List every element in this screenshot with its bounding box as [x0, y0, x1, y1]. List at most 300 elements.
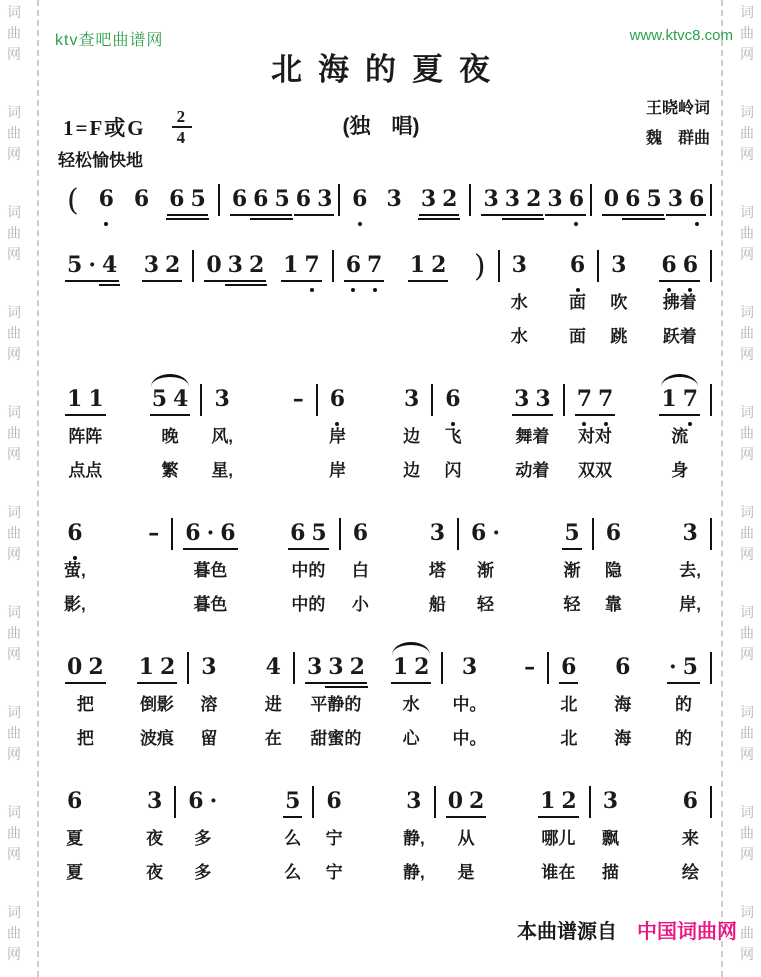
note-cell [574, 378, 617, 416]
note-cell [480, 178, 544, 216]
note-cell [64, 780, 85, 818]
lyric-syllable: 的 [674, 695, 692, 714]
note-token: 0 3 2 [203, 252, 267, 282]
watermark-char: 词 [740, 204, 754, 220]
note-cell [407, 244, 450, 282]
note-token: · 5 [666, 654, 701, 684]
note-token: 3 [406, 788, 422, 814]
lyric-syllable: 么 [284, 829, 302, 848]
watermark-char: 词 [7, 104, 21, 120]
note-cell [323, 780, 344, 818]
tempo-marking: 轻松愉快地 [58, 151, 143, 170]
note-token: – [292, 386, 304, 412]
lyric-syllable: 跃着 [662, 327, 697, 346]
note-token: 6 [558, 654, 579, 684]
note-token: 6 [327, 386, 348, 416]
lyric-syllable: 面 [569, 293, 587, 312]
watermark-group [4, 602, 24, 702]
lyric-syllable: 来 [681, 829, 699, 848]
note-cell [141, 244, 184, 282]
watermark-char: 词 [740, 504, 754, 520]
lyric-syllable: 绘 [681, 863, 699, 882]
watermark-char: 词 [740, 4, 754, 20]
note-cell [561, 512, 582, 550]
watermark-char: 词 [740, 104, 754, 120]
barline [710, 518, 712, 550]
note-cell [182, 512, 238, 550]
note-cell [390, 646, 433, 684]
lyric-syllable: 渐 [477, 561, 495, 580]
music-system [55, 512, 712, 618]
note-cell [287, 512, 330, 550]
lyric-syllable: 飞 [444, 427, 462, 446]
note-token: 0 6 5 [601, 186, 665, 216]
note-token: 6 [133, 186, 150, 212]
watermark-char: 曲 [740, 325, 754, 341]
note-cell [401, 378, 422, 416]
lyric-syllable: 中。 [452, 729, 487, 748]
note-cell [304, 646, 368, 684]
lyric-syllable: 静, [402, 829, 425, 848]
measure [314, 780, 433, 886]
measure [591, 780, 710, 886]
note-token: 3 [682, 520, 698, 546]
lyric-syllable: 多 [194, 829, 212, 848]
note-token: 6 6 5 [229, 186, 293, 216]
lyric-syllable: 岸 [328, 427, 346, 446]
lyric-syllable: 留 [200, 729, 218, 748]
lyric-syllable: 中。 [452, 695, 487, 714]
lyric-syllable [521, 721, 538, 752]
watermark-group [737, 602, 757, 702]
note-cell [665, 178, 708, 216]
note-cell [658, 378, 701, 416]
watermark-group [4, 802, 24, 902]
measure [55, 780, 174, 886]
note-cell [166, 178, 209, 216]
watermark-char: 词 [7, 804, 21, 820]
note-cell [666, 646, 701, 684]
note-cell [679, 512, 701, 550]
note-cell [211, 378, 233, 416]
lyric-syllable: 跳 [610, 327, 628, 346]
note-cell [612, 646, 633, 684]
note-cell [468, 512, 503, 550]
lyric-syllable: 面 [569, 327, 587, 346]
watermark-char: 网 [740, 446, 754, 462]
measure [592, 178, 710, 216]
lyric-syllable: 晚 [161, 427, 179, 446]
watermark-char: 词 [7, 604, 21, 620]
subtitle-vocal-type: (独 唱) [342, 115, 420, 138]
measure [55, 244, 192, 282]
lyric-syllable: 从 [457, 829, 475, 848]
lyric-syllable: 平静的 [310, 695, 362, 714]
watermark-char: 曲 [7, 325, 21, 341]
watermark-char: 曲 [7, 125, 21, 141]
note-token: 6 [96, 186, 117, 216]
measure [340, 178, 469, 216]
note-token: 5 [282, 788, 303, 818]
barline [710, 250, 712, 282]
score [55, 178, 712, 914]
watermark-char: 网 [740, 246, 754, 262]
lyric-syllable: 静, [402, 863, 425, 882]
watermark-char: 曲 [7, 825, 21, 841]
lyric-syllable: 闪 [444, 461, 462, 480]
lyric-syllable: 双双 [578, 461, 612, 480]
watermark-group [737, 2, 757, 102]
lyric-syllable: 甜蜜的 [310, 729, 362, 748]
watermark-char: 曲 [740, 125, 754, 141]
watermark-char: 网 [740, 146, 754, 162]
note-token: 3 [403, 386, 420, 412]
watermark-group [4, 202, 24, 302]
watermark-char: 曲 [740, 725, 754, 741]
watermark-char: 网 [7, 46, 21, 62]
watermark-group [737, 502, 757, 602]
watermark-char: 曲 [7, 525, 21, 541]
music-system [55, 646, 712, 752]
lyric-syllable: 阵阵 [68, 427, 103, 446]
watermark-char: 曲 [740, 925, 754, 941]
note-token: 6 · [471, 520, 501, 546]
note-cell [350, 512, 371, 550]
note-token: 1 2 [390, 654, 433, 684]
watermark-char: 词 [7, 304, 21, 320]
watermark-char: 曲 [7, 425, 21, 441]
lyric-syllable: 宁 [325, 863, 343, 882]
lyric-syllable: 么 [284, 863, 302, 882]
lyric-syllable: 是 [457, 863, 475, 882]
measure [176, 780, 312, 886]
lyric-syllable: 水 [510, 327, 528, 346]
note-cell [280, 244, 323, 282]
note-token: 7 7 [574, 386, 617, 416]
note-cell [349, 178, 370, 216]
lyric-syllable: 海 [614, 695, 632, 714]
measure [436, 780, 589, 886]
note-token: 3 [386, 186, 402, 212]
watermark-group [737, 202, 757, 302]
lyric-syllable: 身 [671, 461, 689, 480]
watermark-char: 网 [7, 746, 21, 762]
note-token: 6 [352, 520, 369, 546]
lyric-syllable [521, 687, 538, 718]
note-token: 3 [201, 654, 217, 680]
note-token: 1 2 [136, 654, 179, 684]
lyric-syllable: 影, [64, 595, 86, 614]
lyric-syllable [290, 453, 307, 484]
watermark-group [737, 302, 757, 402]
note-cell [509, 244, 530, 282]
watermark-char: 网 [7, 146, 21, 162]
watermark-char: 曲 [7, 925, 21, 941]
watermark-char: 网 [7, 846, 21, 862]
note-cell [537, 780, 580, 818]
watermark-group [4, 102, 24, 202]
lyric-syllable: 风, [211, 427, 234, 446]
measure [194, 244, 331, 282]
note-token: 3 [602, 788, 619, 814]
watermark-char: 曲 [740, 425, 754, 441]
watermark-group [4, 502, 24, 602]
lyric-syllable: 多 [194, 863, 212, 882]
right-dashed-border [721, 0, 723, 977]
lyric-syllable: 哪儿 [541, 829, 576, 848]
note-token: 5 [561, 520, 582, 550]
watermark-char: 曲 [740, 625, 754, 641]
lyric-syllable: 夜 [146, 863, 164, 882]
lyric-syllable: 轻 [563, 595, 581, 614]
note-token: 6 7 [343, 252, 386, 282]
music-system [55, 780, 712, 886]
note-token: 6 [442, 386, 463, 416]
note-cell [471, 244, 489, 282]
note-cell [203, 244, 267, 282]
note-cell [282, 780, 303, 818]
time-signature-bottom: 4 [176, 128, 188, 147]
lyric-syllable: 拂着 [662, 293, 697, 312]
measure [341, 512, 457, 618]
watermark-group [737, 902, 757, 977]
note-cell [558, 646, 579, 684]
note-cell [293, 178, 336, 216]
note-token: 1 2 [407, 252, 450, 282]
lyric-syllable: 暮色 [193, 561, 228, 580]
note-cell [511, 378, 554, 416]
lyric-syllable [145, 553, 162, 584]
lyric-syllable [290, 419, 307, 450]
left-dashed-border [37, 0, 39, 977]
footer-source-site-link[interactable]: 中国词曲网 [637, 921, 737, 943]
note-token: 3 3 2 [304, 654, 368, 684]
watermark-char: 词 [740, 804, 754, 820]
note-token: 6 [67, 788, 83, 814]
music-system [55, 244, 712, 350]
lyric-syllable: 轻 [477, 595, 495, 614]
measure [549, 646, 710, 752]
measure [594, 512, 710, 618]
note-token: 3 [461, 654, 478, 680]
lyric-syllable: 小 [351, 595, 369, 614]
note-cell [403, 780, 425, 818]
note-cell [263, 646, 284, 684]
watermark-group [4, 902, 24, 977]
lyric-syllable: 岸 [328, 461, 346, 480]
lyric-syllable: 海 [614, 729, 632, 748]
note-cell [290, 378, 307, 416]
lyric-syllable: 吹 [610, 293, 628, 312]
watermark-char: 曲 [740, 25, 754, 41]
note-token: 6 [605, 520, 622, 546]
note-token: 3 6 [544, 186, 587, 216]
note-token: 3 3 [511, 386, 554, 416]
note-cell [131, 178, 152, 216]
lyric-syllable: 岸, [679, 595, 701, 614]
watermark-char: 词 [7, 504, 21, 520]
note-cell [144, 780, 165, 818]
right-watermark-column [737, 2, 757, 977]
note-token: 3 2 [141, 252, 184, 282]
watermark-char: 曲 [7, 725, 21, 741]
note-cell [149, 378, 192, 416]
lyric-syllable: 舞着 [515, 427, 550, 446]
watermark-group [737, 102, 757, 202]
lyric-syllable: 繁 [161, 461, 179, 480]
watermark-char: 词 [7, 704, 21, 720]
note-cell [64, 512, 86, 550]
time-signature [172, 108, 193, 146]
lyric-syllable: 把 [76, 695, 94, 714]
left-watermark-column [4, 2, 24, 977]
note-token: 6 · 6 [182, 520, 238, 550]
lyric-syllable: 描 [601, 863, 619, 882]
note-token: 0 2 [64, 654, 107, 684]
lyric-syllable: 夜 [146, 829, 164, 848]
watermark-char: 网 [740, 846, 754, 862]
watermark-group [4, 302, 24, 402]
note-cell [145, 512, 162, 550]
watermark-char: 网 [740, 946, 754, 962]
note-cell [544, 178, 587, 216]
note-token: 4 [265, 654, 281, 680]
note-cell [64, 178, 82, 216]
note-token: 1 2 [537, 788, 580, 818]
measure [202, 378, 315, 484]
note-cell [185, 780, 220, 818]
site-name-link[interactable]: ktv查吧曲谱网 [55, 32, 164, 49]
note-token: 3 [611, 252, 627, 278]
note-token: – [148, 520, 160, 546]
lyric-syllable: 星, [211, 461, 234, 480]
note-token: 0 2 [445, 788, 488, 818]
note-token: 6 · [188, 788, 218, 814]
note-cell [601, 178, 665, 216]
note-token: 5 · 4 [64, 252, 120, 282]
site-url-link[interactable]: www.ktvc8.com [629, 27, 733, 44]
lyric-syllable: 点点 [68, 461, 103, 480]
watermark-char: 词 [740, 704, 754, 720]
note-token: 3 6 [665, 186, 708, 216]
note-token: 3 [146, 788, 163, 814]
note-token: 6 [615, 654, 631, 680]
note-cell [229, 178, 293, 216]
lyric-syllable: 的 [674, 729, 692, 748]
note-token: 1 1 [64, 386, 107, 416]
watermark-char: 词 [7, 204, 21, 220]
measure [173, 512, 338, 618]
watermark-char: 网 [7, 446, 21, 462]
note-token: 6 [326, 788, 342, 814]
lyric-syllable: 夏 [66, 829, 84, 848]
watermark-char: 词 [740, 604, 754, 620]
lyric-syllable: 中的 [291, 561, 326, 580]
barline [710, 184, 712, 216]
measure [220, 178, 338, 216]
note-token: 3 3 2 [480, 186, 544, 216]
watermark-char: 网 [740, 346, 754, 362]
note-token: 1 7 [658, 386, 701, 416]
measure [459, 512, 592, 618]
key-signature [63, 108, 192, 146]
lyric-syllable: 靠 [604, 595, 622, 614]
measure [295, 646, 442, 752]
lyric-syllable: 北 [560, 729, 578, 748]
note-cell [418, 178, 461, 216]
watermark-char: 网 [740, 46, 754, 62]
note-token: 6 5 [166, 186, 209, 216]
measure [565, 378, 710, 484]
note-cell [680, 780, 701, 818]
lyric-syllable: 塔 [428, 561, 446, 580]
barline [710, 384, 712, 416]
note-token: ( [67, 183, 79, 218]
measure [500, 244, 598, 350]
note-token: 3 [511, 252, 527, 278]
footer [517, 915, 737, 944]
lyric-syllable: 把 [76, 729, 94, 748]
note-token: 6 3 [293, 186, 336, 216]
lyric-syllable: 去, [679, 561, 701, 580]
watermark-char: 词 [7, 4, 21, 20]
watermark-char: 词 [740, 404, 754, 420]
note-token: 3 [429, 520, 446, 546]
measure [189, 646, 293, 752]
note-cell [198, 646, 219, 684]
barline [710, 786, 712, 818]
watermark-char: 网 [740, 546, 754, 562]
watermark-char: 词 [740, 904, 754, 920]
note-cell [136, 646, 179, 684]
measure [334, 244, 498, 282]
note-cell [452, 646, 486, 684]
note-cell [327, 378, 348, 416]
note-cell [658, 244, 701, 282]
lyric-syllable: 飘 [601, 829, 619, 848]
note-cell [442, 378, 463, 416]
lyric-syllable: 中的 [291, 595, 326, 614]
note-cell [343, 244, 386, 282]
lyric-syllable: 水 [402, 695, 420, 714]
note-cell [608, 244, 629, 282]
lyric-syllable: 波痕 [139, 729, 174, 748]
lyric-syllable: 对对 [578, 427, 612, 446]
measure [433, 378, 562, 484]
note-cell [427, 512, 448, 550]
note-cell [603, 512, 624, 550]
lyric-syllable: 白 [351, 561, 369, 580]
note-cell [600, 780, 621, 818]
note-token: 5 4 [149, 386, 192, 416]
lyric-syllable: 流 [671, 427, 689, 446]
note-token: ) [473, 249, 486, 284]
note-cell [567, 244, 588, 282]
meta-row [55, 94, 710, 158]
lyric-syllable: 心 [402, 729, 420, 748]
measure [318, 378, 431, 484]
lyric-syllable [145, 587, 162, 618]
watermark-char: 网 [7, 546, 21, 562]
music-system [55, 178, 712, 216]
measure [55, 646, 187, 752]
lyric-syllable: 夏 [66, 863, 84, 882]
lyric-syllable: 进 [264, 695, 282, 714]
watermark-group [737, 802, 757, 902]
lyric-syllable: 暮色 [193, 595, 228, 614]
note-token: 6 [567, 252, 588, 282]
footer-source-label: 本曲谱源自 [517, 921, 617, 943]
